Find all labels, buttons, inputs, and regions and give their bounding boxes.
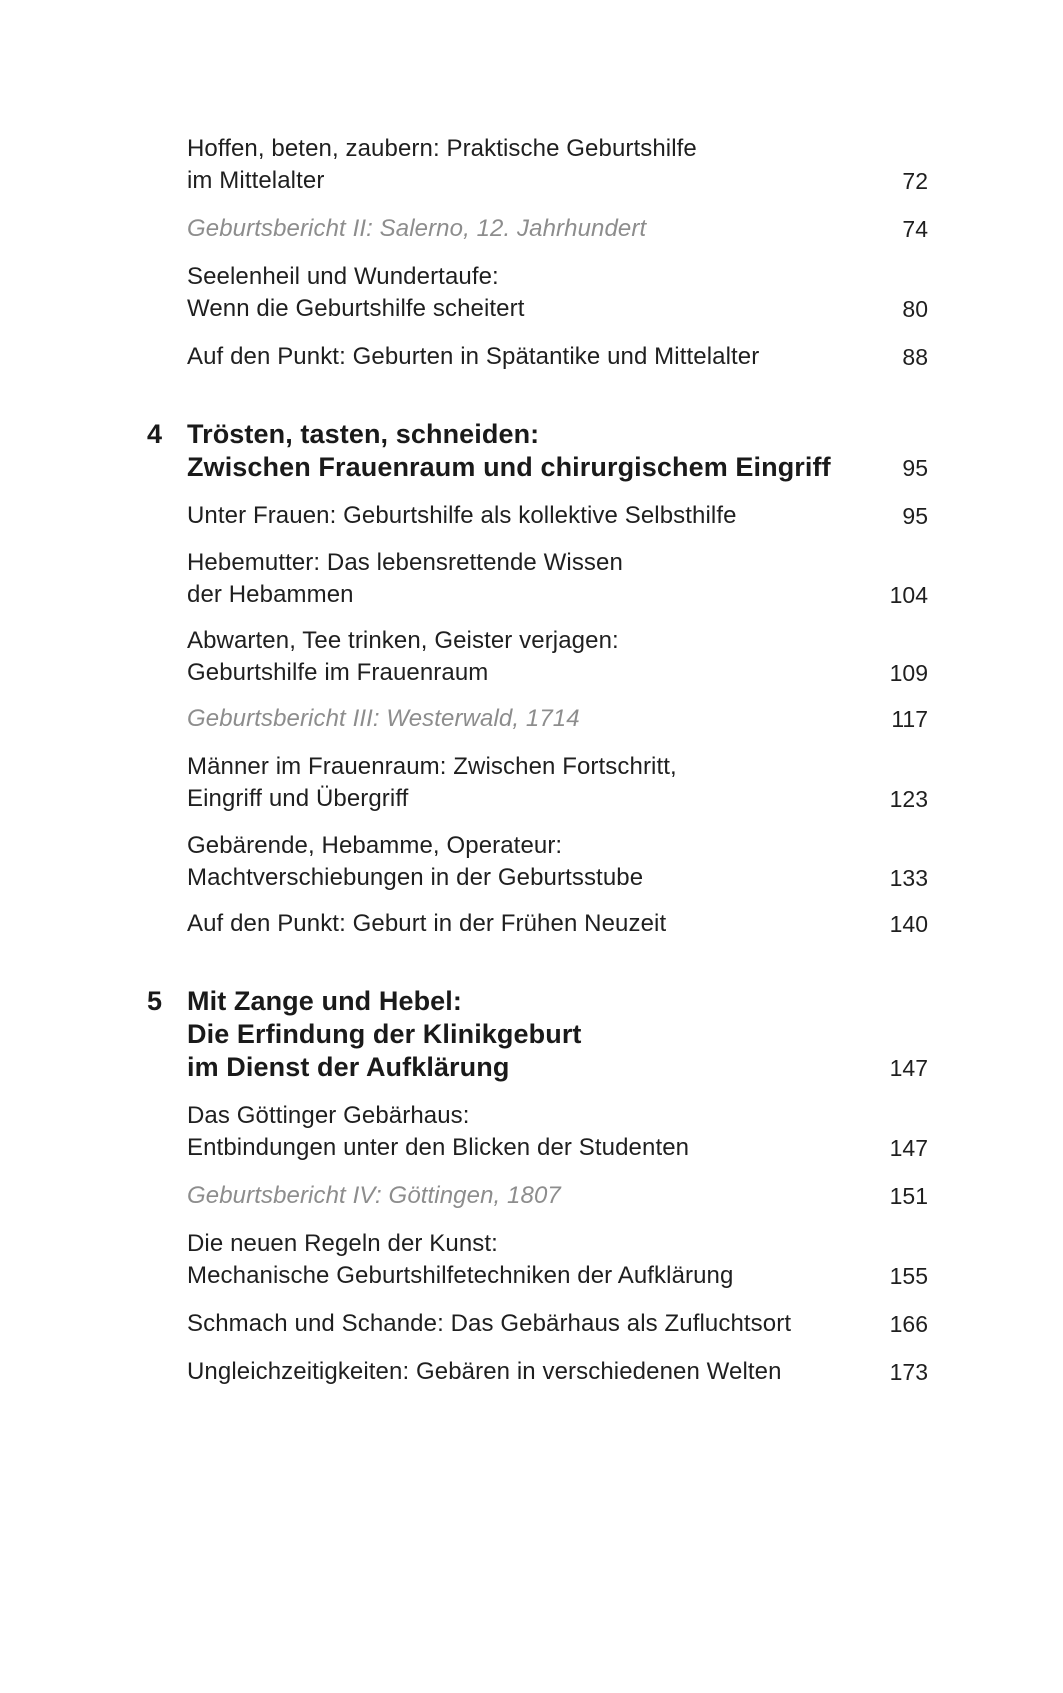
page-number: 74 (902, 216, 928, 242)
chapter-title-line: Trösten, tasten, schneiden: (187, 419, 540, 449)
chapter-title-line: Mit Zange und Hebel: (187, 986, 462, 1016)
section-title-line: Entbindungen unter den Blicken der Studenten (187, 1134, 690, 1161)
birth-report-title: Geburtsbericht IV: Göttingen, 1807 (187, 1182, 561, 1209)
chapter-number: 4 (147, 419, 163, 449)
section-title-line: Unter Frauen: Geburtshilfe als kollektive Selbsthilfe (187, 502, 737, 529)
chapter-title-line: im Dienst der Aufklärung (187, 1052, 510, 1082)
page-number: 117 (891, 706, 928, 732)
page-number: 133 (889, 865, 928, 891)
page-number: 88 (902, 344, 928, 370)
section-title-line: der Hebammen (187, 581, 354, 608)
section-title-line: Schmach und Schande: Das Gebärhaus als Zufluchtsort (187, 1310, 792, 1337)
section-title-line: Eingriff und Übergriff (187, 785, 409, 812)
chapter-title-line: Zwischen Frauenraum und chirurgischem Eingriff (187, 452, 831, 482)
section-title-line: Hebemutter: Das lebensrettende Wissen (187, 549, 623, 576)
page-number: 166 (889, 1311, 928, 1337)
page-number: 80 (902, 296, 928, 322)
section-title-line: im Mittelalter (187, 167, 325, 194)
section-title-line: Auf den Punkt: Geburten in Spätantike und Mittelalter (187, 343, 760, 370)
section-title-line: Männer im Frauenraum: Zwischen Fortschritt, (187, 753, 677, 780)
birth-report-title: Geburtsbericht III: Westerwald, 1714 (187, 705, 580, 732)
section-title-line: Wenn die Geburtshilfe scheitert (187, 295, 525, 322)
page-number: 109 (889, 660, 928, 686)
birth-report-title: Geburtsbericht II: Salerno, 12. Jahrhundert (187, 215, 647, 242)
section-title-line: Geburtshilfe im Frauenraum (187, 659, 489, 686)
section-title-line: Machtverschiebungen in der Geburtsstube (187, 864, 644, 891)
section-title-line: Gebärende, Hebamme, Operateur: (187, 832, 563, 859)
page-number: 140 (889, 911, 928, 937)
section-title-line: Auf den Punkt: Geburt in der Frühen Neuzeit (187, 910, 667, 937)
page-number: 95 (902, 503, 928, 529)
page-number: 95 (902, 455, 928, 481)
page-number: 147 (889, 1055, 928, 1081)
section-title-line: Mechanische Geburtshilfetechniken der Aufklärung (187, 1262, 734, 1289)
section-title-line: Abwarten, Tee trinken, Geister verjagen: (187, 627, 619, 654)
chapter-title-line: Die Erfindung der Klinikgeburt (187, 1019, 582, 1049)
page-number: 72 (902, 168, 928, 194)
section-title-line: Hoffen, beten, zaubern: Praktische Geburtshilfe (187, 135, 697, 162)
section-title-line: Das Göttinger Gebärhaus: (187, 1102, 470, 1129)
page-number: 147 (889, 1135, 928, 1161)
page-number: 151 (889, 1183, 928, 1209)
page-number: 123 (889, 786, 928, 812)
chapter-number: 5 (147, 986, 163, 1016)
page-number: 104 (889, 582, 928, 608)
page-number: 155 (889, 1263, 928, 1289)
section-title-line: Seelenheil und Wundertaufe: (187, 263, 499, 290)
section-title-line: Ungleichzeitigkeiten: Gebären in verschiedenen Welten (187, 1358, 782, 1385)
page-number: 173 (889, 1359, 928, 1385)
section-title-line: Die neuen Regeln der Kunst: (187, 1230, 498, 1257)
